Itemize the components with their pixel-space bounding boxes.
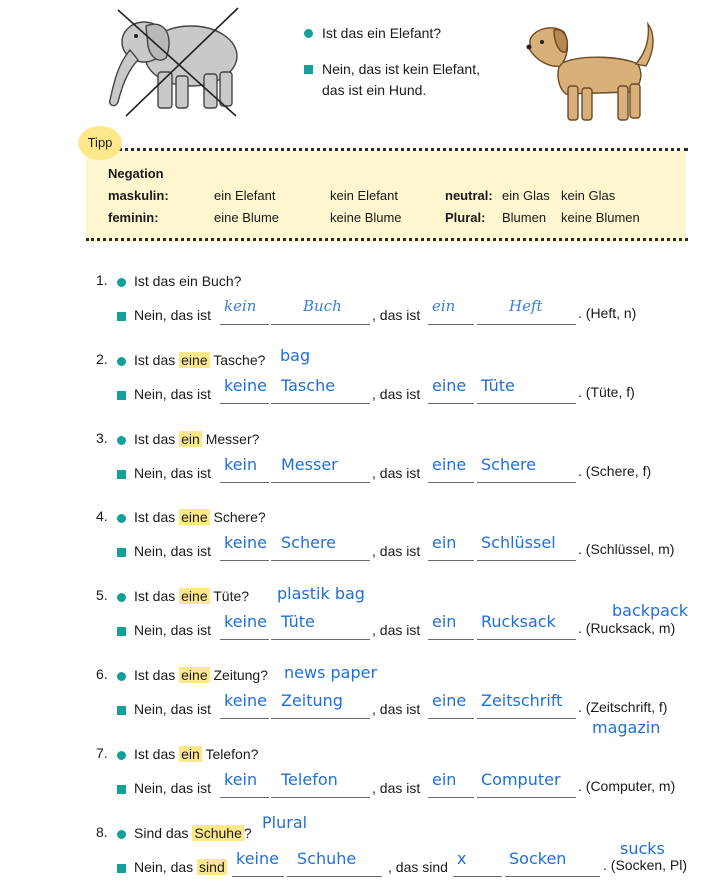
handwritten-answer: Messer [281,455,338,474]
tip-negation: kein Elefant [330,188,398,203]
handwritten-answer: keine [224,533,267,552]
bullet-square-icon [304,65,313,74]
exercise-answer-prefix [117,620,211,640]
example-question-text: Ist das ein Elefant? [322,25,442,41]
handwritten-answer: keine [224,612,267,631]
question-text: Tasche? [209,352,266,368]
highlighted-article: eine [181,667,208,683]
exercise-number: 1. [96,272,108,288]
handwritten-answer: Rucksack [481,612,556,631]
tip-negation: keine Blume [330,210,402,225]
tip-gender-label: feminin: [108,210,159,225]
tip-divider-top [112,148,688,151]
exercise-answer-prefix [117,305,211,325]
handwritten-answer: Buch [303,297,342,315]
tip-article: ein Elefant [214,188,276,203]
answer-text: Nein, das ist [134,465,212,481]
vocabulary-hint: . (Rucksack, m) [578,620,676,636]
bullet-square-icon [117,548,126,557]
example-answer-line1: Nein, das ist kein Elefant, [322,61,480,77]
handwritten-answer: eine [432,691,467,710]
bullet-dot-icon [117,514,126,523]
handwritten-answer: ein [432,612,457,631]
tip-article: Blumen [502,210,547,225]
exercise-number: 3. [96,430,108,446]
handwritten-note: backpack [612,601,689,620]
bullet-square-icon [117,785,126,794]
exercise-number: 2. [96,351,108,367]
question-text: Zeitung? [209,667,268,683]
handwritten-answer: ein [432,297,456,315]
vocabulary-hint: . (Heft, n) [578,305,637,321]
handwritten-answer: ein [432,770,457,789]
handwritten-note: bag [280,346,311,365]
question-text: Sind das [134,825,193,841]
exercise-answer-prefix [117,778,211,798]
exercise-question [117,271,241,291]
handwritten-answer: Telefon [281,770,338,789]
highlighted-article: ein [181,431,200,447]
handwritten-answer: Tasche [281,376,336,395]
exercise-number: 7. [96,745,108,761]
exercise-question [117,507,266,527]
exercise-number: 8. [96,824,108,840]
answer-text: , das sind [388,859,448,875]
handwritten-answer: kein [224,297,257,315]
exercise-question [117,665,268,685]
handwritten-answer: Zeitschrift [481,691,563,710]
tip-title: Negation [108,166,164,181]
exercise-question [117,744,258,764]
vocabulary-hint: . (Schere, f) [578,463,652,479]
exercise-question [117,586,249,606]
tip-gender-label: maskulin: [108,188,169,203]
highlighted-article: eine [181,352,208,368]
handwritten-answer: Computer [481,770,561,789]
handwritten-answer: Socken [509,849,567,868]
question-text: Telefon? [201,746,259,762]
handwritten-answer: keine [224,376,267,395]
answer-text: Nein, das ist [134,622,212,638]
bullet-dot-icon [117,278,126,287]
bullet-square-icon [117,706,126,715]
bullet-square-icon [117,864,126,873]
highlighted-article: eine [181,509,208,525]
highlighted-article: eine [181,588,208,604]
handwritten-answer: Schlüssel [481,533,556,552]
answer-text: Nein, das ist [134,780,212,796]
vocabulary-hint: . (Socken, Pl) [603,857,688,873]
bullet-dot-icon [117,357,126,366]
question-text: Ist das [134,509,180,525]
answer-text: Nein, das ist [134,701,212,717]
bullet-dot-icon [117,593,126,602]
exercise-number: 4. [96,508,108,524]
exercise-answer-prefix [117,857,227,877]
handwritten-answer: kein [224,770,258,789]
question-text: ? [243,825,252,841]
exercise-question [117,350,265,370]
answer-text: , das ist [372,465,421,481]
handwritten-answer: eine [432,455,467,474]
exercise-question [117,823,252,843]
handwritten-answer: Zeitung [281,691,343,710]
highlighted-article: Schuhe [194,825,242,841]
bullet-square-icon [117,627,126,636]
exercise-answer-prefix [117,463,211,483]
example-question [304,23,441,43]
answer-text: , das ist [372,307,421,323]
bullet-square-icon [117,391,126,400]
exercise-answer-prefix [117,384,211,404]
handwritten-answer: Schuhe [297,849,357,868]
exercise-answer-prefix [117,699,211,719]
tip-divider-bottom [86,238,688,241]
handwritten-note: sucks [620,839,665,858]
question-text: Ist das [134,667,180,683]
handwritten-answer: ein [432,533,457,552]
bullet-dot-icon [117,751,126,760]
handwritten-note: Plural [262,813,308,832]
highlighted-article: ein [181,746,200,762]
exercise-answer-prefix [117,541,211,561]
handwritten-note: magazin [592,718,661,737]
handwritten-answer: keine [236,849,279,868]
handwritten-note: plastik bag [277,584,365,603]
exercise-number: 6. [96,666,108,682]
bullet-dot-icon [117,672,126,681]
handwritten-answer: Schere [281,533,337,552]
answer-text: Nein, das [134,859,194,875]
example-answer-line2: das ist ein Hund. [322,82,427,98]
exercise-number: 5. [96,587,108,603]
answer-text: , das ist [372,780,421,796]
question-text: Ist das [134,746,180,762]
tip-article: eine Blume [214,210,280,225]
question-text: Ist das [134,431,180,447]
vocabulary-hint: . (Tüte, f) [578,384,635,400]
exercise-question [117,429,259,449]
handwritten-answer: kein [224,455,258,474]
bullet-dot-icon [304,29,313,38]
answer-text: , das ist [372,622,421,638]
question-text: ein Buch? [179,273,242,289]
highlighted-verb: sind [199,859,225,875]
bullet-dot-icon [117,436,126,445]
tip-article: ein Glas [502,188,550,203]
answer-text: Nein, das ist [134,543,212,559]
handwritten-answer: x [457,849,467,868]
question-text: Ist das [134,352,180,368]
answer-text: Nein, das ist [134,386,212,402]
vocabulary-hint: . (Schlüssel, m) [578,541,675,557]
tip-badge: Tipp [78,126,122,160]
handwritten-answer: Schere [481,455,537,474]
dog-illustration [520,14,665,126]
bullet-dot-icon [117,830,126,839]
handwritten-note: news paper [284,663,378,682]
bullet-square-icon [117,312,126,321]
handwritten-answer: Heft [509,297,543,315]
crossed-out-elephant-illustration [96,4,246,120]
tip-negation: keine Blumen [561,210,640,225]
answer-text: , das ist [372,543,421,559]
question-text: Schere? [209,509,266,525]
question-text: Messer? [201,431,260,447]
question-text: Ist das [134,273,180,289]
example-answer [304,59,480,79]
answer-text: Nein, das ist [134,307,212,323]
question-text: Ist das [134,588,180,604]
tip-gender-label: neutral: [445,188,493,203]
vocabulary-hint: . (Computer, m) [578,778,676,794]
handwritten-answer: Tüte [281,612,315,631]
answer-text: , das ist [372,701,421,717]
answer-text: , das ist [372,386,421,402]
handwritten-answer: eine [432,376,467,395]
tip-gender-label: Plural: [445,210,486,225]
tip-negation: kein Glas [561,188,616,203]
handwritten-answer: keine [224,691,267,710]
bullet-square-icon [117,470,126,479]
vocabulary-hint: . (Zeitschrift, f) [578,699,668,715]
question-text: Tüte? [209,588,250,604]
handwritten-answer: Tüte [481,376,515,395]
